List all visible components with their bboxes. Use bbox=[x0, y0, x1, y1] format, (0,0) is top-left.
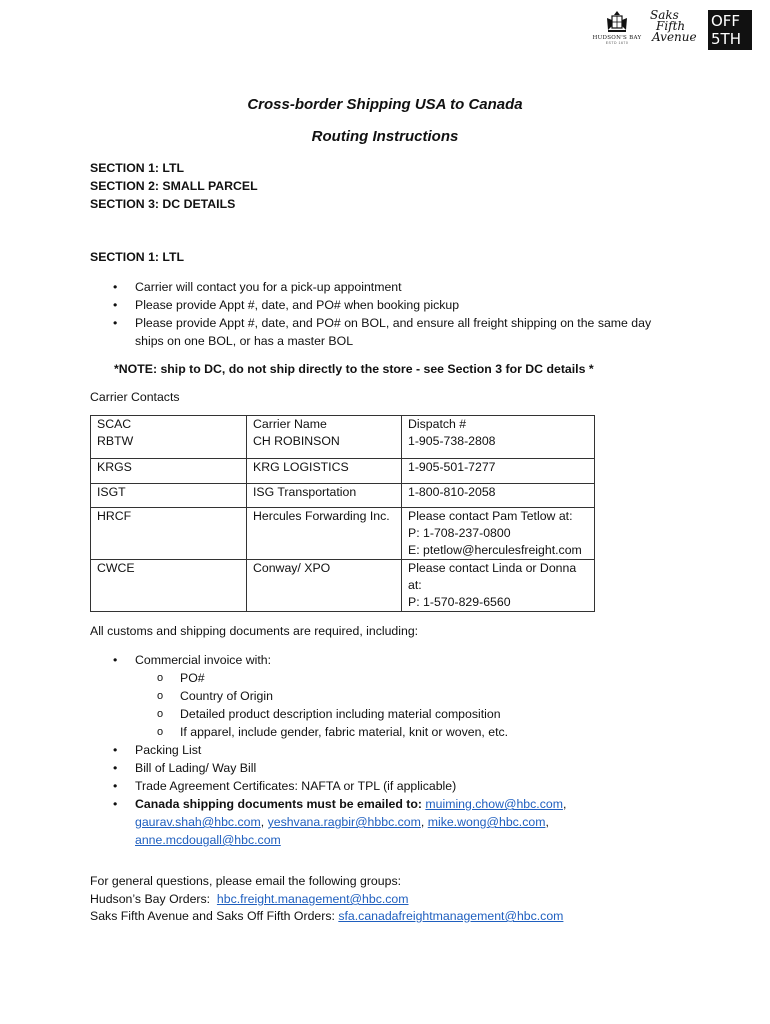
canada-docs-label: Canada shipping documents must be emailed to: bbox=[135, 797, 422, 811]
scac-cell: HRCF bbox=[91, 507, 247, 559]
carrier-contacts-table bbox=[90, 415, 595, 612]
table-row bbox=[91, 433, 595, 458]
carrier-name-cell: KRG LOGISTICS bbox=[247, 458, 402, 483]
list-item: • Carrier will contact you for a pick-up appointment bbox=[90, 278, 690, 296]
column-header: Dispatch # bbox=[402, 416, 595, 434]
list-item: • Bill of Lading/ Way Bill bbox=[90, 759, 710, 777]
carrier-contacts-label: Carrier Contacts bbox=[90, 390, 180, 404]
carrier-name-cell: Hercules Forwarding Inc. bbox=[247, 507, 402, 559]
hbc-freight-email-link[interactable]: hbc.freight.management@hbc.com bbox=[216, 892, 409, 906]
separator: , bbox=[420, 815, 425, 829]
saks-logo-line-2: Fifth bbox=[656, 19, 686, 33]
list-item: • Please provide Appt #, date, and PO# when booking pickup bbox=[90, 296, 690, 314]
column-header: Carrier Name bbox=[247, 416, 402, 434]
scac-cell: CWCE bbox=[91, 559, 247, 611]
document-subtitle: Routing Instructions bbox=[311, 128, 459, 145]
table-row bbox=[91, 483, 595, 507]
separator: , bbox=[260, 815, 265, 829]
documents-list bbox=[90, 651, 710, 849]
documents-intro: All customs and shipping documents are required, including: bbox=[90, 624, 419, 638]
email-link[interactable]: muiming.chow@hbc.com bbox=[425, 797, 563, 811]
email-link[interactable]: mike.wong@hbc.com bbox=[427, 815, 546, 829]
list-item bbox=[90, 651, 710, 741]
email-link[interactable]: yeshvana.ragbir@hbbc.com bbox=[267, 815, 421, 829]
invoice-sub-list bbox=[135, 669, 710, 741]
table-header-row bbox=[91, 416, 595, 434]
section-list-item: SECTION 1: LTL bbox=[90, 161, 185, 175]
questions-intro: For general questions, please email the following groups: bbox=[90, 874, 402, 888]
carrier-name-cell: Conway/ XPO bbox=[247, 559, 402, 611]
separator: , bbox=[562, 797, 567, 811]
saks-logo-line-1: Saks bbox=[650, 8, 679, 22]
sfa-freight-email-link[interactable]: sfa.canadafreightmanagement@hbc.com bbox=[338, 909, 564, 923]
list-item: • Trade Agreement Certificates: NAFTA or TPL (if applicable) bbox=[90, 777, 710, 795]
section-list-item: SECTION 2: SMALL PARCEL bbox=[90, 179, 258, 193]
table-row bbox=[91, 507, 595, 559]
sub-list-item: o Detailed product description including material composition bbox=[135, 705, 710, 723]
sub-list-item: o Country of Origin bbox=[135, 687, 710, 705]
dispatch-cell: 1-905-738-2808 bbox=[402, 433, 595, 458]
carrier-name-cell: ISG Transportation bbox=[247, 483, 402, 507]
hudsons-bay-logo bbox=[592, 10, 642, 45]
section-list-item: SECTION 3: DC DETAILS bbox=[90, 197, 236, 211]
dispatch-cell bbox=[402, 507, 595, 559]
dispatch-line: E: ptetlow@herculesfreight.com bbox=[408, 542, 582, 557]
off5th-line-1: OFF bbox=[711, 12, 741, 30]
email-link[interactable]: anne.mcdougall@hbc.com bbox=[135, 833, 281, 847]
section1-bullets bbox=[90, 278, 690, 350]
saks-orders-line bbox=[90, 907, 563, 925]
document-title: Cross-border Shipping USA to Canada bbox=[247, 96, 523, 113]
list-item bbox=[90, 795, 710, 849]
dispatch-line: Please contact Pam Tetlow at: bbox=[408, 508, 573, 523]
saks-fifth-avenue-logo bbox=[650, 10, 700, 50]
list-item-text: Please provide Appt #, date, and PO# on BOL, and ensure all freight shipping on the same day bbox=[135, 316, 652, 330]
ship-to-dc-note: *NOTE: ship to DC, do not ship directly to the store - see Section 3 for DC details * bbox=[114, 362, 594, 376]
separator: , bbox=[545, 815, 549, 829]
coat-of-arms-icon bbox=[604, 10, 630, 34]
dispatch-cell bbox=[402, 559, 595, 611]
scac-cell: RBTW bbox=[91, 433, 247, 458]
section-list bbox=[90, 159, 258, 213]
hudsons-bay-orders-label: Hudson’s Bay Orders: bbox=[90, 892, 211, 906]
off-5th-logo bbox=[708, 10, 752, 50]
sub-list-item: o If apparel, include gender, fabric material, knit or woven, etc. bbox=[135, 723, 710, 741]
table-row bbox=[91, 458, 595, 483]
column-header: SCAC bbox=[91, 416, 247, 434]
dispatch-line: Please contact Linda or Donna at: bbox=[408, 560, 577, 592]
hudsons-bay-orders-line bbox=[90, 890, 409, 908]
hudsons-bay-wordmark: HUDSON'S BAY bbox=[592, 35, 642, 41]
dispatch-cell: 1-905-501-7277 bbox=[402, 458, 595, 483]
dispatch-line: P: 1-708-237-0800 bbox=[408, 525, 511, 540]
saks-orders-label: Saks Fifth Avenue and Saks Off Fifth Orders: bbox=[90, 909, 335, 923]
list-item bbox=[90, 314, 690, 350]
dispatch-line: P: 1-570-829-6560 bbox=[408, 594, 511, 609]
carrier-name-cell: CH ROBINSON bbox=[247, 433, 402, 458]
list-item-text: ships on one BOL, or has a master BOL bbox=[135, 334, 354, 348]
table-row bbox=[91, 559, 595, 611]
saks-logo-line-3: Avenue bbox=[652, 30, 697, 44]
list-item: • Packing List bbox=[90, 741, 710, 759]
sub-list-item: o PO# bbox=[135, 669, 710, 687]
scac-cell: ISGT bbox=[91, 483, 247, 507]
off5th-line-2: 5TH bbox=[711, 30, 741, 48]
dispatch-cell: 1-800-810-2058 bbox=[402, 483, 595, 507]
logo-bar bbox=[592, 10, 752, 50]
list-item-text: Commercial invoice with: bbox=[135, 653, 271, 667]
hudsons-bay-estd: ESTD 1670 bbox=[605, 41, 629, 45]
scac-cell: KRGS bbox=[91, 458, 247, 483]
email-link[interactable]: gaurav.shah@hbc.com bbox=[135, 815, 261, 829]
section1-heading: SECTION 1: LTL bbox=[90, 250, 185, 264]
